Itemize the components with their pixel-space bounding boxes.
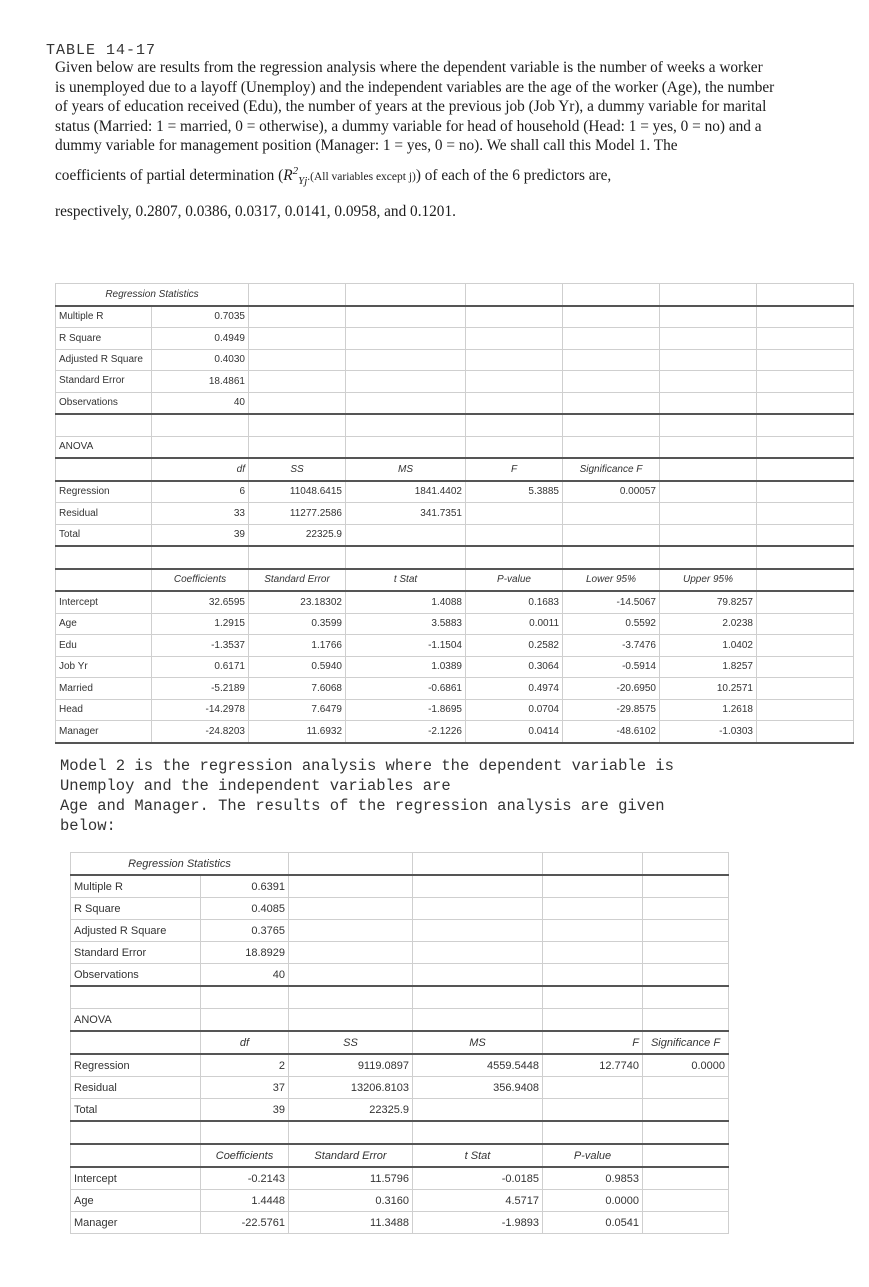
coef-cell: 1.8257 xyxy=(660,656,757,678)
coef-cell: 7.6068 xyxy=(249,678,346,700)
stat-value: 40 xyxy=(152,392,249,414)
blank-row xyxy=(56,414,854,436)
coef-row xyxy=(56,699,854,721)
coef-cell: 0.5940 xyxy=(249,656,346,678)
coef-cell: -1.9893 xyxy=(413,1212,543,1234)
col-header: F xyxy=(466,458,563,481)
coef-cell: -20.6950 xyxy=(563,678,660,700)
anova-label: Residual xyxy=(71,1077,201,1099)
anova-df: 33 xyxy=(152,503,249,525)
coef-cell: -48.6102 xyxy=(563,721,660,743)
intro-text: Given below are results from the regression analysis where the dependent variable is the number of weeks a worker is unemployed due to a layoff (Unemploy) and the independent variables are the age of the worker (Age), the number of years of education received (Edu), the number of years at the previous job (Job Yr), a dummy variable for marital status (Married: 1 = married, 0 = otherwise), a dummy variable for head of household (Head: 1 = yes, 0 = no) and a dummy variable for management position (Manager: 1 = yes, 0 = no). We shall call this Model 1. The xyxy=(55,59,775,155)
coef-cell: 11.6932 xyxy=(249,721,346,743)
regstats-row xyxy=(56,349,854,371)
anova-df: 39 xyxy=(201,1099,289,1122)
anova-df: 39 xyxy=(152,524,249,546)
anova-title: ANOVA xyxy=(56,436,152,458)
regstats-row xyxy=(56,371,854,393)
col-header: SS xyxy=(249,458,346,481)
coef-cell: -29.8575 xyxy=(563,699,660,721)
coef-cell: 4.5717 xyxy=(413,1190,543,1212)
coef-cell: -22.5761 xyxy=(201,1212,289,1234)
coef-cell: -14.2978 xyxy=(152,699,249,721)
coef-cell: -0.6861 xyxy=(346,678,466,700)
coef-row xyxy=(56,613,854,635)
coef-cell: -14.5067 xyxy=(563,591,660,613)
coef-cell: 1.2915 xyxy=(152,613,249,635)
stat-value: 18.4861 xyxy=(152,371,249,393)
stat-value: 0.4949 xyxy=(152,328,249,350)
coef-cell: 0.1683 xyxy=(466,591,563,613)
coef-row xyxy=(71,1190,729,1212)
coef-cell: 0.6171 xyxy=(152,656,249,678)
regstats-row xyxy=(56,392,854,414)
table-label: TABLE 14-17 xyxy=(46,42,157,59)
model2-line: Age and Manager. The results of the regression analysis are given xyxy=(60,797,665,815)
stat-label: Multiple R xyxy=(56,306,152,328)
anova-title-row xyxy=(56,436,854,458)
regstats-row xyxy=(71,920,729,942)
anova-f: 5.3885 xyxy=(466,481,563,503)
anova-df: 2 xyxy=(201,1054,289,1077)
stat-label: Observations xyxy=(56,392,152,414)
regstats-row xyxy=(71,964,729,987)
coef-cell: 1.1766 xyxy=(249,635,346,657)
regstats-title: Regression Statistics xyxy=(71,853,289,876)
stat-value: 0.4030 xyxy=(152,349,249,371)
coef-row xyxy=(56,635,854,657)
coef-label: Age xyxy=(56,613,152,635)
anova-ms: 1841.4402 xyxy=(346,481,466,503)
coef-cell: -1.0303 xyxy=(660,721,757,743)
coef-cell: 3.5883 xyxy=(346,613,466,635)
anova-ss: 22325.9 xyxy=(249,524,346,546)
coef-cell: 79.8257 xyxy=(660,591,757,613)
col-header: Standard Error xyxy=(289,1144,413,1167)
anova-header-row xyxy=(56,458,854,481)
coef-cell: -0.5914 xyxy=(563,656,660,678)
coef-cell: 1.2618 xyxy=(660,699,757,721)
stat-value: 0.3765 xyxy=(201,920,289,942)
col-header: df xyxy=(201,1031,289,1054)
coef-cell: 1.0389 xyxy=(346,656,466,678)
coef-cell: 1.4088 xyxy=(346,591,466,613)
coef-header-row xyxy=(56,569,854,592)
coef-header-row xyxy=(71,1144,729,1167)
model2-output-table xyxy=(70,852,729,1234)
anova-row xyxy=(56,481,854,503)
regstats-row xyxy=(56,328,854,350)
stat-value: 0.6391 xyxy=(201,875,289,898)
col-header: SS xyxy=(289,1031,413,1054)
coef-cell: 0.0011 xyxy=(466,613,563,635)
coef-label: Age xyxy=(71,1190,201,1212)
regstats-title-row xyxy=(56,284,854,306)
coef-cell: 10.2571 xyxy=(660,678,757,700)
anova-label: Total xyxy=(56,524,152,546)
coef-row xyxy=(71,1167,729,1190)
model2-line: Unemploy and the independent variables are xyxy=(60,777,451,795)
anova-ms: 4559.5448 xyxy=(413,1054,543,1077)
coef-cell: 0.5592 xyxy=(563,613,660,635)
anova-ss: 22325.9 xyxy=(289,1099,413,1122)
regstats-row xyxy=(71,875,729,898)
stat-label: R Square xyxy=(56,328,152,350)
coef-cell: -24.8203 xyxy=(152,721,249,743)
stat-label: Standard Error xyxy=(71,942,201,964)
coef-cell: 0.0000 xyxy=(543,1190,643,1212)
coef-cell: 0.3064 xyxy=(466,656,563,678)
coef-cell: -5.2189 xyxy=(152,678,249,700)
anova-label: Regression xyxy=(56,481,152,503)
anova-ms: 341.7351 xyxy=(346,503,466,525)
col-header: Lower 95% xyxy=(563,569,660,592)
col-header: Upper 95% xyxy=(660,569,757,592)
regstats-title-row xyxy=(71,853,729,876)
anova-label: Residual xyxy=(56,503,152,525)
stat-label: Multiple R xyxy=(71,875,201,898)
col-header: P-value xyxy=(466,569,563,592)
anova-ss: 9119.0897 xyxy=(289,1054,413,1077)
coef-label: Married xyxy=(56,678,152,700)
coef-label: Intercept xyxy=(71,1167,201,1190)
stat-value: 18.8929 xyxy=(201,942,289,964)
stat-label: Observations xyxy=(71,964,201,987)
anova-ss: 13206.8103 xyxy=(289,1077,413,1099)
intro-paragraph xyxy=(55,58,775,221)
anova-row xyxy=(71,1099,729,1122)
stat-label: Adjusted R Square xyxy=(56,349,152,371)
stat-value: 0.7035 xyxy=(152,306,249,328)
regstats-row xyxy=(56,306,854,328)
anova-ms: 356.9408 xyxy=(413,1077,543,1099)
coef-cell: 11.5796 xyxy=(289,1167,413,1190)
anova-title: ANOVA xyxy=(71,1009,201,1032)
values-line: respectively, 0.2807, 0.0386, 0.0317, 0.0141, 0.0958, and 0.1201. xyxy=(55,202,456,220)
anova-row xyxy=(71,1054,729,1077)
coef-label: Intercept xyxy=(56,591,152,613)
coef-cell: 0.0541 xyxy=(543,1212,643,1234)
col-header: F xyxy=(543,1031,643,1054)
coef-row xyxy=(56,591,854,613)
model2-line: below: xyxy=(60,817,116,835)
coef-cell: -0.0185 xyxy=(413,1167,543,1190)
model1-output-table xyxy=(55,283,854,744)
r-note: .(All variables except j) xyxy=(307,171,416,184)
coef-row xyxy=(56,721,854,743)
col-header: P-value xyxy=(543,1144,643,1167)
anova-sig: 0.0000 xyxy=(643,1054,729,1077)
col-header: Significance F xyxy=(643,1031,729,1054)
stat-label: Standard Error xyxy=(56,371,152,393)
r-squared-symbol: $R^2_{Yj}$ xyxy=(283,164,308,188)
anova-title-row xyxy=(71,1009,729,1032)
anova-df: 6 xyxy=(152,481,249,503)
coef-cell: -0.2143 xyxy=(201,1167,289,1190)
coef-cell: 0.9853 xyxy=(543,1167,643,1190)
coef-prefix: coefficients of partial determination ( xyxy=(55,167,284,185)
anova-row xyxy=(71,1077,729,1099)
blank-row xyxy=(71,986,729,1009)
coef-suffix: ) of each of the 6 predictors are, xyxy=(415,167,612,185)
col-header: Coefficients xyxy=(201,1144,289,1167)
coef-cell: 1.0402 xyxy=(660,635,757,657)
blank-row xyxy=(56,546,854,569)
col-header: t Stat xyxy=(346,569,466,592)
anova-ss: 11048.6415 xyxy=(249,481,346,503)
coef-label: Head xyxy=(56,699,152,721)
blank-row xyxy=(71,1121,729,1144)
anova-label: Total xyxy=(71,1099,201,1122)
anova-row xyxy=(56,503,854,525)
col-header: MS xyxy=(346,458,466,481)
stat-label: Adjusted R Square xyxy=(71,920,201,942)
coef-cell: 32.6595 xyxy=(152,591,249,613)
coef-cell: 11.3488 xyxy=(289,1212,413,1234)
coef-cell: 23.18302 xyxy=(249,591,346,613)
coef-label: Edu xyxy=(56,635,152,657)
regstats-row xyxy=(71,898,729,920)
model2-line: Model 2 is the regression analysis where the dependent variable is xyxy=(60,757,674,775)
coef-cell: 7.6479 xyxy=(249,699,346,721)
coef-cell: -1.8695 xyxy=(346,699,466,721)
regstats-row xyxy=(71,942,729,964)
coef-row xyxy=(71,1212,729,1234)
col-header: df xyxy=(152,458,249,481)
coef-cell: -1.1504 xyxy=(346,635,466,657)
col-header: t Stat xyxy=(413,1144,543,1167)
coef-cell: 0.0704 xyxy=(466,699,563,721)
model2-description xyxy=(60,756,840,836)
coef-label: Manager xyxy=(71,1212,201,1234)
anova-f: 12.7740 xyxy=(543,1054,643,1077)
coef-row xyxy=(56,656,854,678)
coef-cell: 2.0238 xyxy=(660,613,757,635)
coef-cell: 0.4974 xyxy=(466,678,563,700)
coef-cell: 1.4448 xyxy=(201,1190,289,1212)
coef-cell: -2.1226 xyxy=(346,721,466,743)
col-header: Standard Error xyxy=(249,569,346,592)
anova-df: 37 xyxy=(201,1077,289,1099)
anova-sig: 0.00057 xyxy=(563,481,660,503)
regstats-title: Regression Statistics xyxy=(56,284,249,306)
coef-cell: 0.3599 xyxy=(249,613,346,635)
stat-value: 40 xyxy=(201,964,289,987)
stat-label: R Square xyxy=(71,898,201,920)
anova-label: Regression xyxy=(71,1054,201,1077)
coef-cell: 0.0414 xyxy=(466,721,563,743)
coef-row xyxy=(56,678,854,700)
stat-value: 0.4085 xyxy=(201,898,289,920)
coef-label: Job Yr xyxy=(56,656,152,678)
coef-cell: 0.2582 xyxy=(466,635,563,657)
col-header: Coefficients xyxy=(152,569,249,592)
coefficient-line xyxy=(55,162,775,192)
coef-cell: 0.3160 xyxy=(289,1190,413,1212)
col-header: MS xyxy=(413,1031,543,1054)
anova-header-row xyxy=(71,1031,729,1054)
col-header: Significance F xyxy=(563,458,660,481)
anova-ss: 11277.2586 xyxy=(249,503,346,525)
anova-row xyxy=(56,524,854,546)
coef-cell: -3.7476 xyxy=(563,635,660,657)
coef-label: Manager xyxy=(56,721,152,743)
coef-cell: -1.3537 xyxy=(152,635,249,657)
